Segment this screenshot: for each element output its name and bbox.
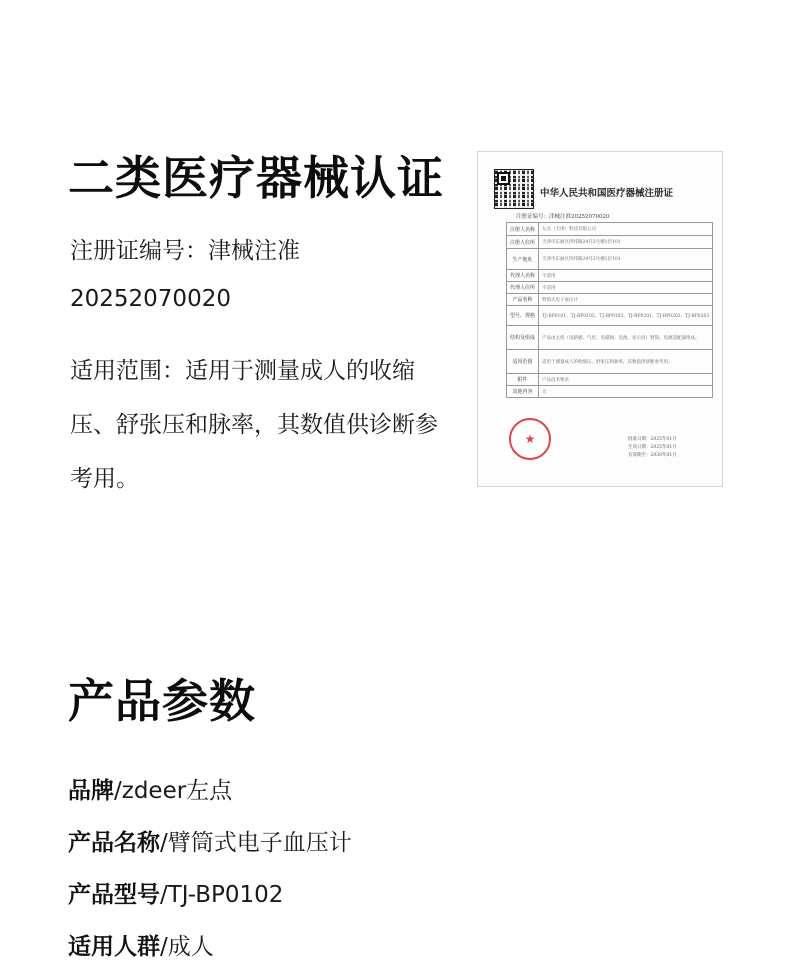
param-product-name bbox=[68, 824, 352, 857]
row-value: 产品技术要求 bbox=[539, 374, 713, 386]
certificate-row bbox=[507, 223, 713, 236]
param-value: TJ-BP0102 bbox=[167, 882, 284, 908]
row-value: 臂筒式电子血压计 bbox=[539, 294, 713, 306]
effective-date: 生效日期：2025年01月 bbox=[628, 445, 677, 450]
certificate-number-value: 津械注准20252070020 bbox=[549, 214, 610, 220]
row-key: 附件 bbox=[507, 374, 539, 386]
official-seal-icon: ★ bbox=[509, 418, 551, 460]
row-value: 左点（天津）科技有限公司 bbox=[539, 223, 713, 236]
row-value: 无 bbox=[539, 386, 713, 398]
registration-number: 20252070020 bbox=[70, 286, 231, 312]
param-value: zdeer左点 bbox=[121, 778, 233, 804]
param-value: 臂筒式电子血压计 bbox=[167, 830, 352, 856]
certificate-row bbox=[507, 294, 713, 306]
row-value: 天津市东丽区四纬路24号2号楼1层101 bbox=[539, 236, 713, 249]
row-key: 生产地址 bbox=[507, 249, 539, 270]
row-key: 代理人住所 bbox=[507, 282, 539, 294]
param-separator: / bbox=[160, 882, 168, 908]
certificate-row bbox=[507, 374, 713, 386]
row-key: 代理人名称 bbox=[507, 270, 539, 282]
row-key: 产品名称 bbox=[507, 294, 539, 306]
certificate-row bbox=[507, 236, 713, 249]
expiry-date: 有效期至：2030年01月 bbox=[628, 453, 677, 458]
row-key: 型号、规格 bbox=[507, 306, 539, 326]
row-value: 不适用 bbox=[539, 282, 713, 294]
row-key: 注册人名称 bbox=[507, 223, 539, 236]
certificate-row bbox=[507, 306, 713, 326]
registration-label: 注册证编号： bbox=[70, 238, 208, 264]
row-value: 产品由主机（电路板、气泵、电磁阀、电池、显示屏）臂筒、电源适配器组成。 bbox=[539, 326, 713, 350]
param-separator: / bbox=[160, 830, 168, 856]
certificate-row bbox=[507, 249, 713, 270]
param-target-users bbox=[68, 928, 214, 961]
qr-code-icon bbox=[495, 170, 533, 208]
param-model bbox=[68, 876, 283, 909]
row-key: 注册人住所 bbox=[507, 236, 539, 249]
param-separator: / bbox=[160, 934, 168, 960]
param-label: 产品名称 bbox=[68, 830, 160, 856]
parameters-title: 产品参数 bbox=[68, 674, 256, 728]
row-value: TJ-BP0101、TJ-BP0102、TJ-BP0103、TJ-BP0201、TJ-BP0202、TJ-BP0203 bbox=[539, 306, 713, 326]
registration-authority: 津械注准 bbox=[208, 238, 300, 264]
param-separator: / bbox=[114, 778, 122, 804]
certificate-row bbox=[507, 282, 713, 294]
row-key: 结构及组成 bbox=[507, 326, 539, 350]
certificate-row bbox=[507, 350, 713, 374]
registration-certificate-image bbox=[477, 151, 723, 487]
row-value: 天津市东丽区四纬路24号2号楼1层101 bbox=[539, 249, 713, 270]
row-key: 其他内容 bbox=[507, 386, 539, 398]
certificate-table bbox=[506, 222, 713, 398]
param-brand bbox=[68, 772, 232, 805]
certificate-row bbox=[507, 270, 713, 282]
approval-date: 批准日期：2025年01月 bbox=[628, 437, 677, 442]
row-value: 适用于测量成人的收缩压、舒张压和脉率，其数值供诊断参考用。 bbox=[539, 350, 713, 374]
row-key: 适用范围 bbox=[507, 350, 539, 374]
certification-title: 二类医疗器械认证 bbox=[68, 151, 444, 205]
param-label: 品牌 bbox=[68, 778, 114, 804]
certificate-number bbox=[516, 212, 610, 220]
certificate-title: 中华人民共和国医疗器械注册证 bbox=[540, 188, 674, 199]
row-value: 不适用 bbox=[539, 270, 713, 282]
certificate-number-label: 注册证编号： bbox=[516, 214, 550, 220]
param-label: 产品型号 bbox=[68, 882, 160, 908]
scope-text: 适用范围：适用于测量成人的收缩压、舒张压和脉率，其数值供诊断参考用。 bbox=[70, 358, 438, 492]
certificate-row bbox=[507, 386, 713, 398]
registration-line bbox=[70, 232, 300, 265]
certificate-row bbox=[507, 326, 713, 350]
param-label: 适用人群 bbox=[68, 934, 160, 960]
param-value: 成人 bbox=[167, 934, 214, 960]
